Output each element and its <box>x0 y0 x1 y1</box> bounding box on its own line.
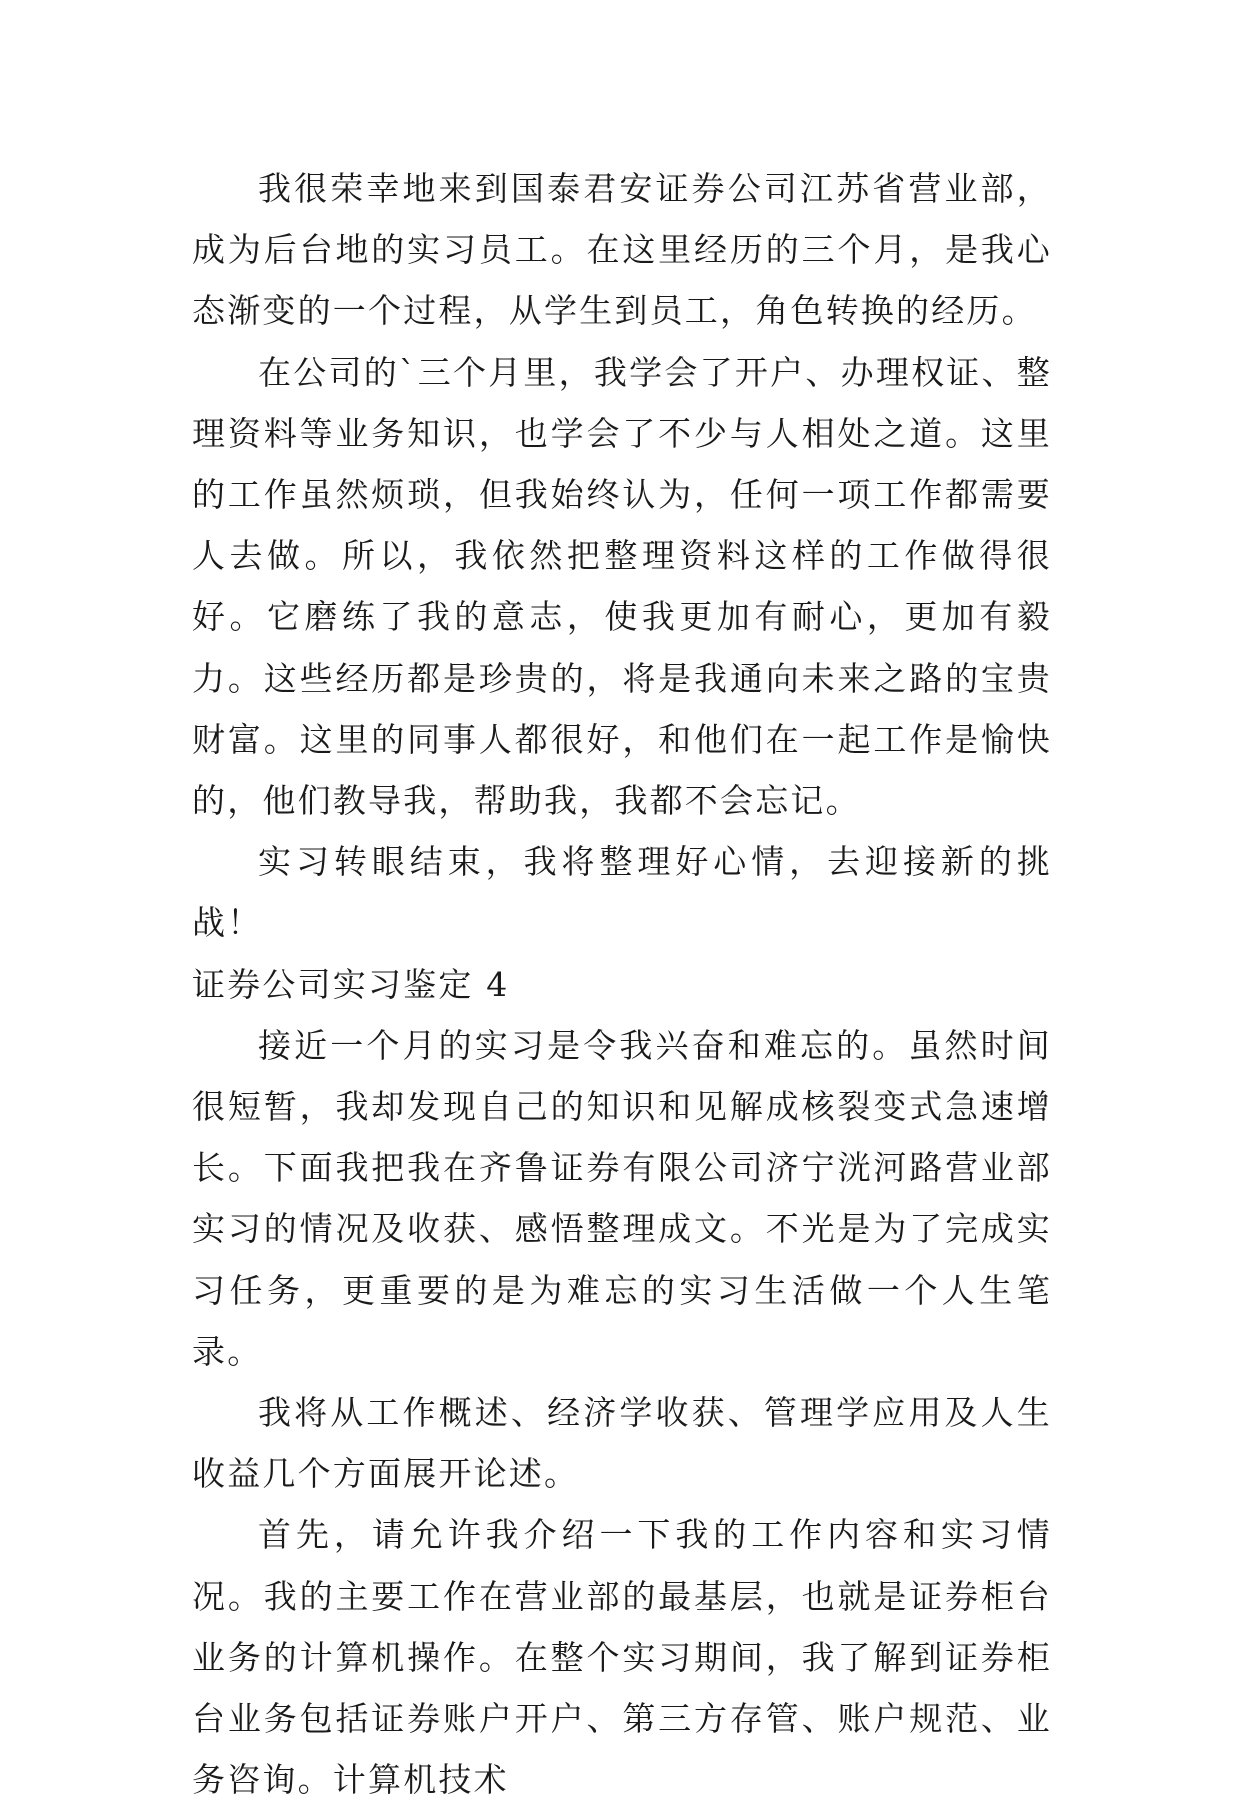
paragraph-conclusion: 实习转眼结束，我将整理好心情，去迎接新的挑战！ <box>192 842 1052 943</box>
paragraph-intro: 我很荣幸地来到国泰君安证券公司江苏省营业部，成为后台地的实习员工。在这里经历的三个月，是我心态渐变的一个过程，从学生到员工，角色转换的经历。 <box>192 169 1052 331</box>
paragraph-work-content: 首先，请允许我介绍一下我的工作内容和实习情况。我的主要工作在营业部的最基层，也就是证券柜台业务的计算机操作。在整个实习期间，我了解到证券柜台业务包括证券账户开户、第三方存管、账户规范、业务咨询。计算机技术 <box>192 1515 1052 1800</box>
paragraph-three-months: 在公司的`三个月里，我学会了开户、办理权证、整理资料等业务知识，也学会了不少与人相处之道。这里的工作虽然烦琐，但我始终认为，任何一项工作都需要人去做。所以，我依然把整理资料这样的工作做得很好。它磨练了我的意志，使我更加有耐心，更加有毅力。这些经历都是珍贵的，将是我通向未来之路的宝贵财富。这里的同事人都很好，和他们在一起工作是愉快的，他们教导我，帮助我，我都不会忘记。 <box>192 352 1052 821</box>
document-body <box>192 158 1052 1810</box>
paragraph-outline: 我将从工作概述、经济学收获、管理学应用及人生收益几个方面展开论述。 <box>192 1393 1052 1494</box>
section-heading: 证券公司实习鉴定 4 <box>192 964 510 1004</box>
paragraph-one-month: 接近一个月的实习是令我兴奋和难忘的。虽然时间很短暂，我却发现自己的知识和见解成核裂变式急速增长。下面我把我在齐鲁证券有限公司济宁洸河路营业部实习的情况及收获、感悟整理成文。不光是为了完成实习任务，更重要的是为难忘的实习生活做一个人生笔录。 <box>192 1025 1052 1371</box>
